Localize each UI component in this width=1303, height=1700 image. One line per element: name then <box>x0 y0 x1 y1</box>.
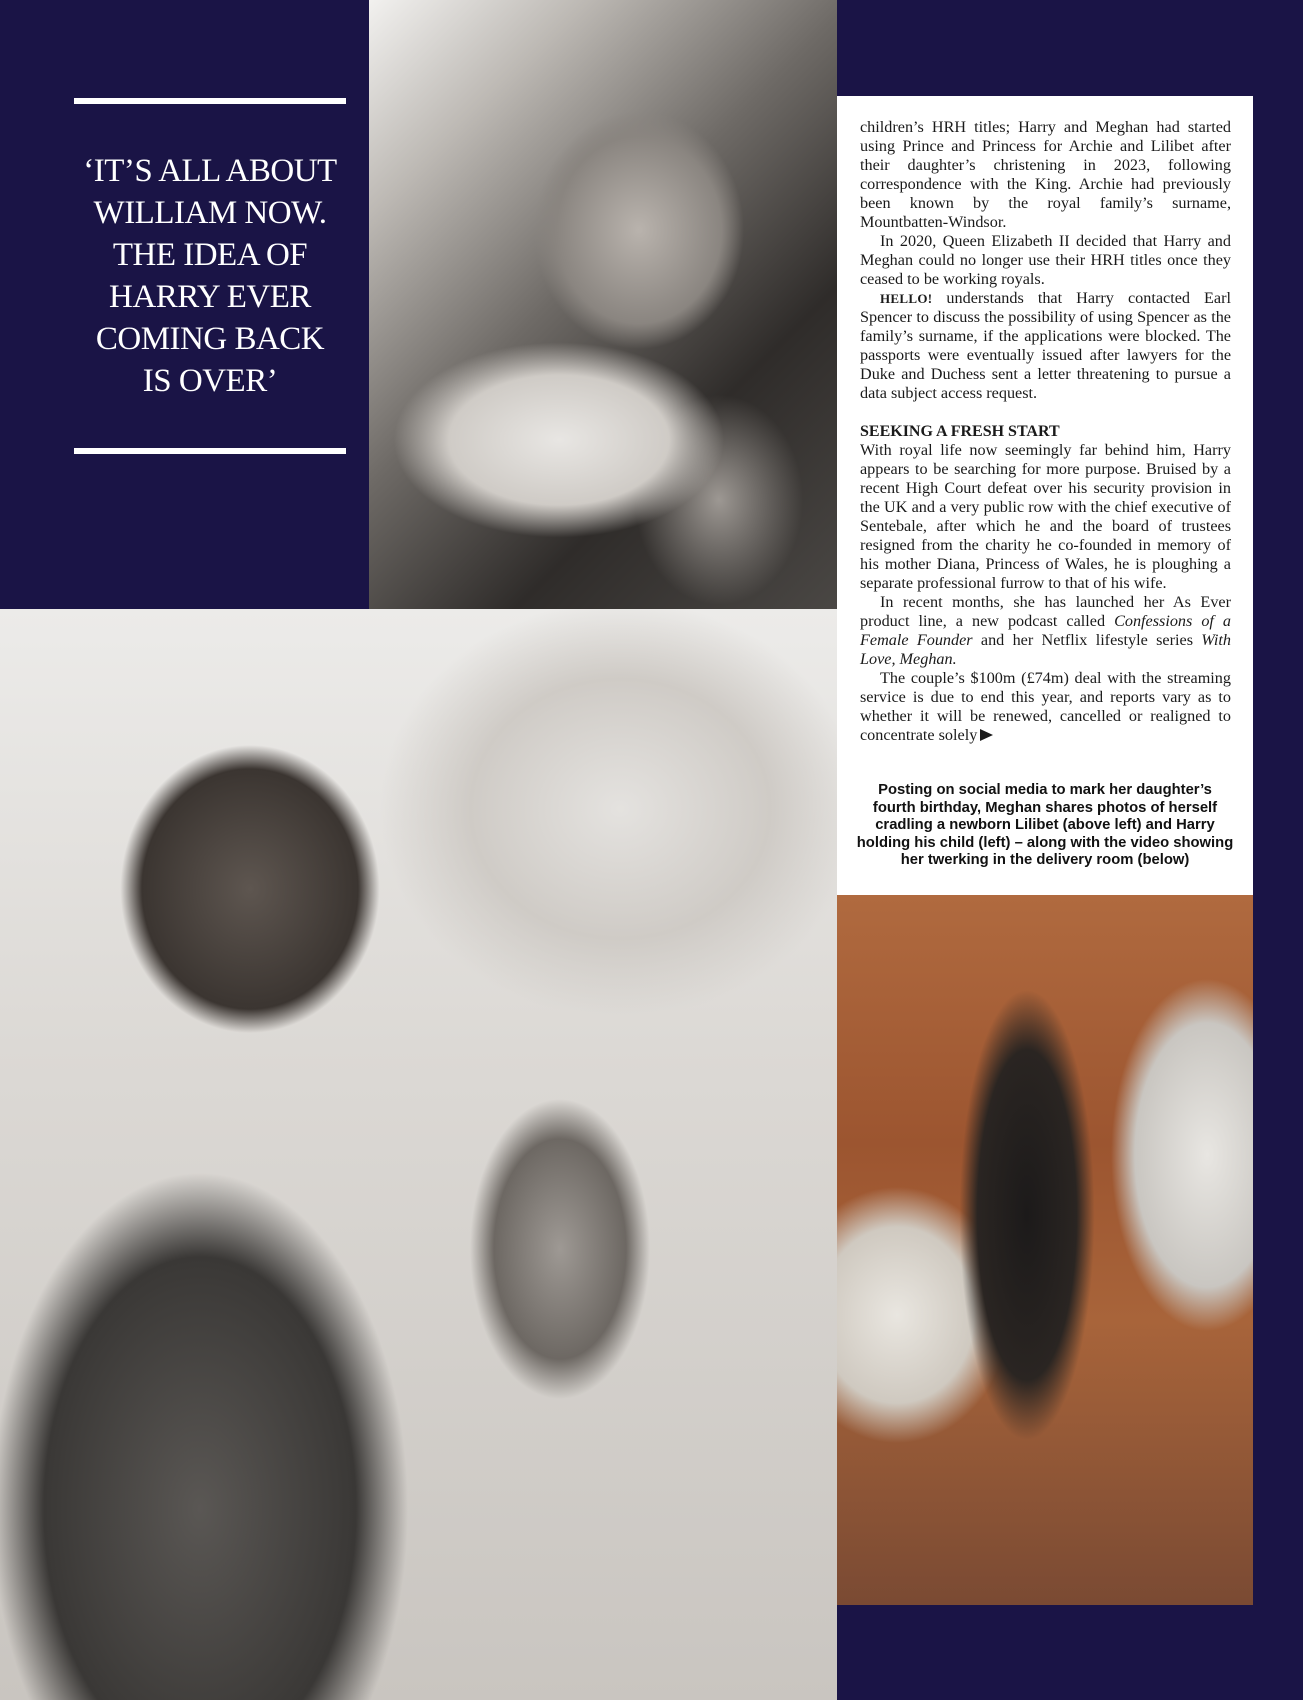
pull-quote <box>74 98 346 454</box>
magazine-brand-name: HELLO! <box>880 291 933 306</box>
photo-mother-with-newborn <box>369 0 837 609</box>
article-paragraph: children’s HRH titles; Harry and Meghan had started using Prince and Princess for Archie and Lilibet after their daughter’s christening in 2023, following correspondence with the King. Archie had previously been known by the royal family’s surname, Mountbatten-Windsor. <box>860 118 1231 231</box>
pull-quote-top-rule <box>74 98 346 104</box>
photo-delivery-room <box>837 895 1253 1605</box>
article-paragraph-text: In recent months, she has launched her As Ever product line, a new podcast called <box>860 593 1231 630</box>
pull-quote-bottom-rule <box>74 448 346 454</box>
podcast-title: Confessions of a Female Founder <box>860 612 1232 649</box>
pull-quote-text: ‘IT’S ALL ABOUT WILLIAM NOW. THE IDEA OF HARRY EVER COMING BACK IS OVER’ <box>83 153 337 399</box>
article-body <box>860 118 1231 745</box>
article-paragraph <box>860 669 1231 745</box>
article-paragraph <box>860 593 1231 669</box>
article-paragraph-text: and her Netflix lifestyle series <box>972 631 1202 649</box>
section-heading: SEEKING A FRESH START <box>860 423 1060 440</box>
article-paragraph: In 2020, Queen Elizabeth II decided that Harry and Meghan could no longer use their HRH titles once they ceased to be working royals. <box>860 232 1231 288</box>
photo-father-holding-baby <box>0 609 837 1700</box>
article-paragraph <box>860 289 1231 403</box>
photo-caption: Posting on social media to mark her daughter’s fourth birthday, Meghan shares photos of herself cradling a newborn Lilibet (above left) and Harry holding his child (left) – along with the video showing her twerking in the delivery room (below) <box>856 782 1234 868</box>
continue-arrow-icon <box>980 729 993 741</box>
article-paragraph-text: The couple’s $100m (£74m) deal with the streaming service is due to end this year, and reports vary as to whether it will be renewed, cancelled or realigned to concentrate solely <box>860 669 1231 744</box>
article-text-panel <box>837 96 1253 895</box>
series-title: With Love, Meghan. <box>860 631 1231 668</box>
article-paragraph: With royal life now seemingly far behind him, Harry appears to be searching for more purpose. Bruised by a recent High Court defeat over his security provision in the UK and a very public row with the chief executive of Sentebale, after which he and the board of trustees resigned from the charity he co-founded in memory of his mother Diana, Princess of Wales, he is ploughing a separate professional furrow to that of his wife. <box>860 441 1231 592</box>
article-paragraph-text: understands that Harry contacted Earl Spencer to discuss the possibility of using Spencer as the family’s surname, if the applications were blocked. The passports were eventually issued after lawyers for the Duke and Duchess sent a letter threatening to pursue a data subject access request. <box>860 289 1231 402</box>
